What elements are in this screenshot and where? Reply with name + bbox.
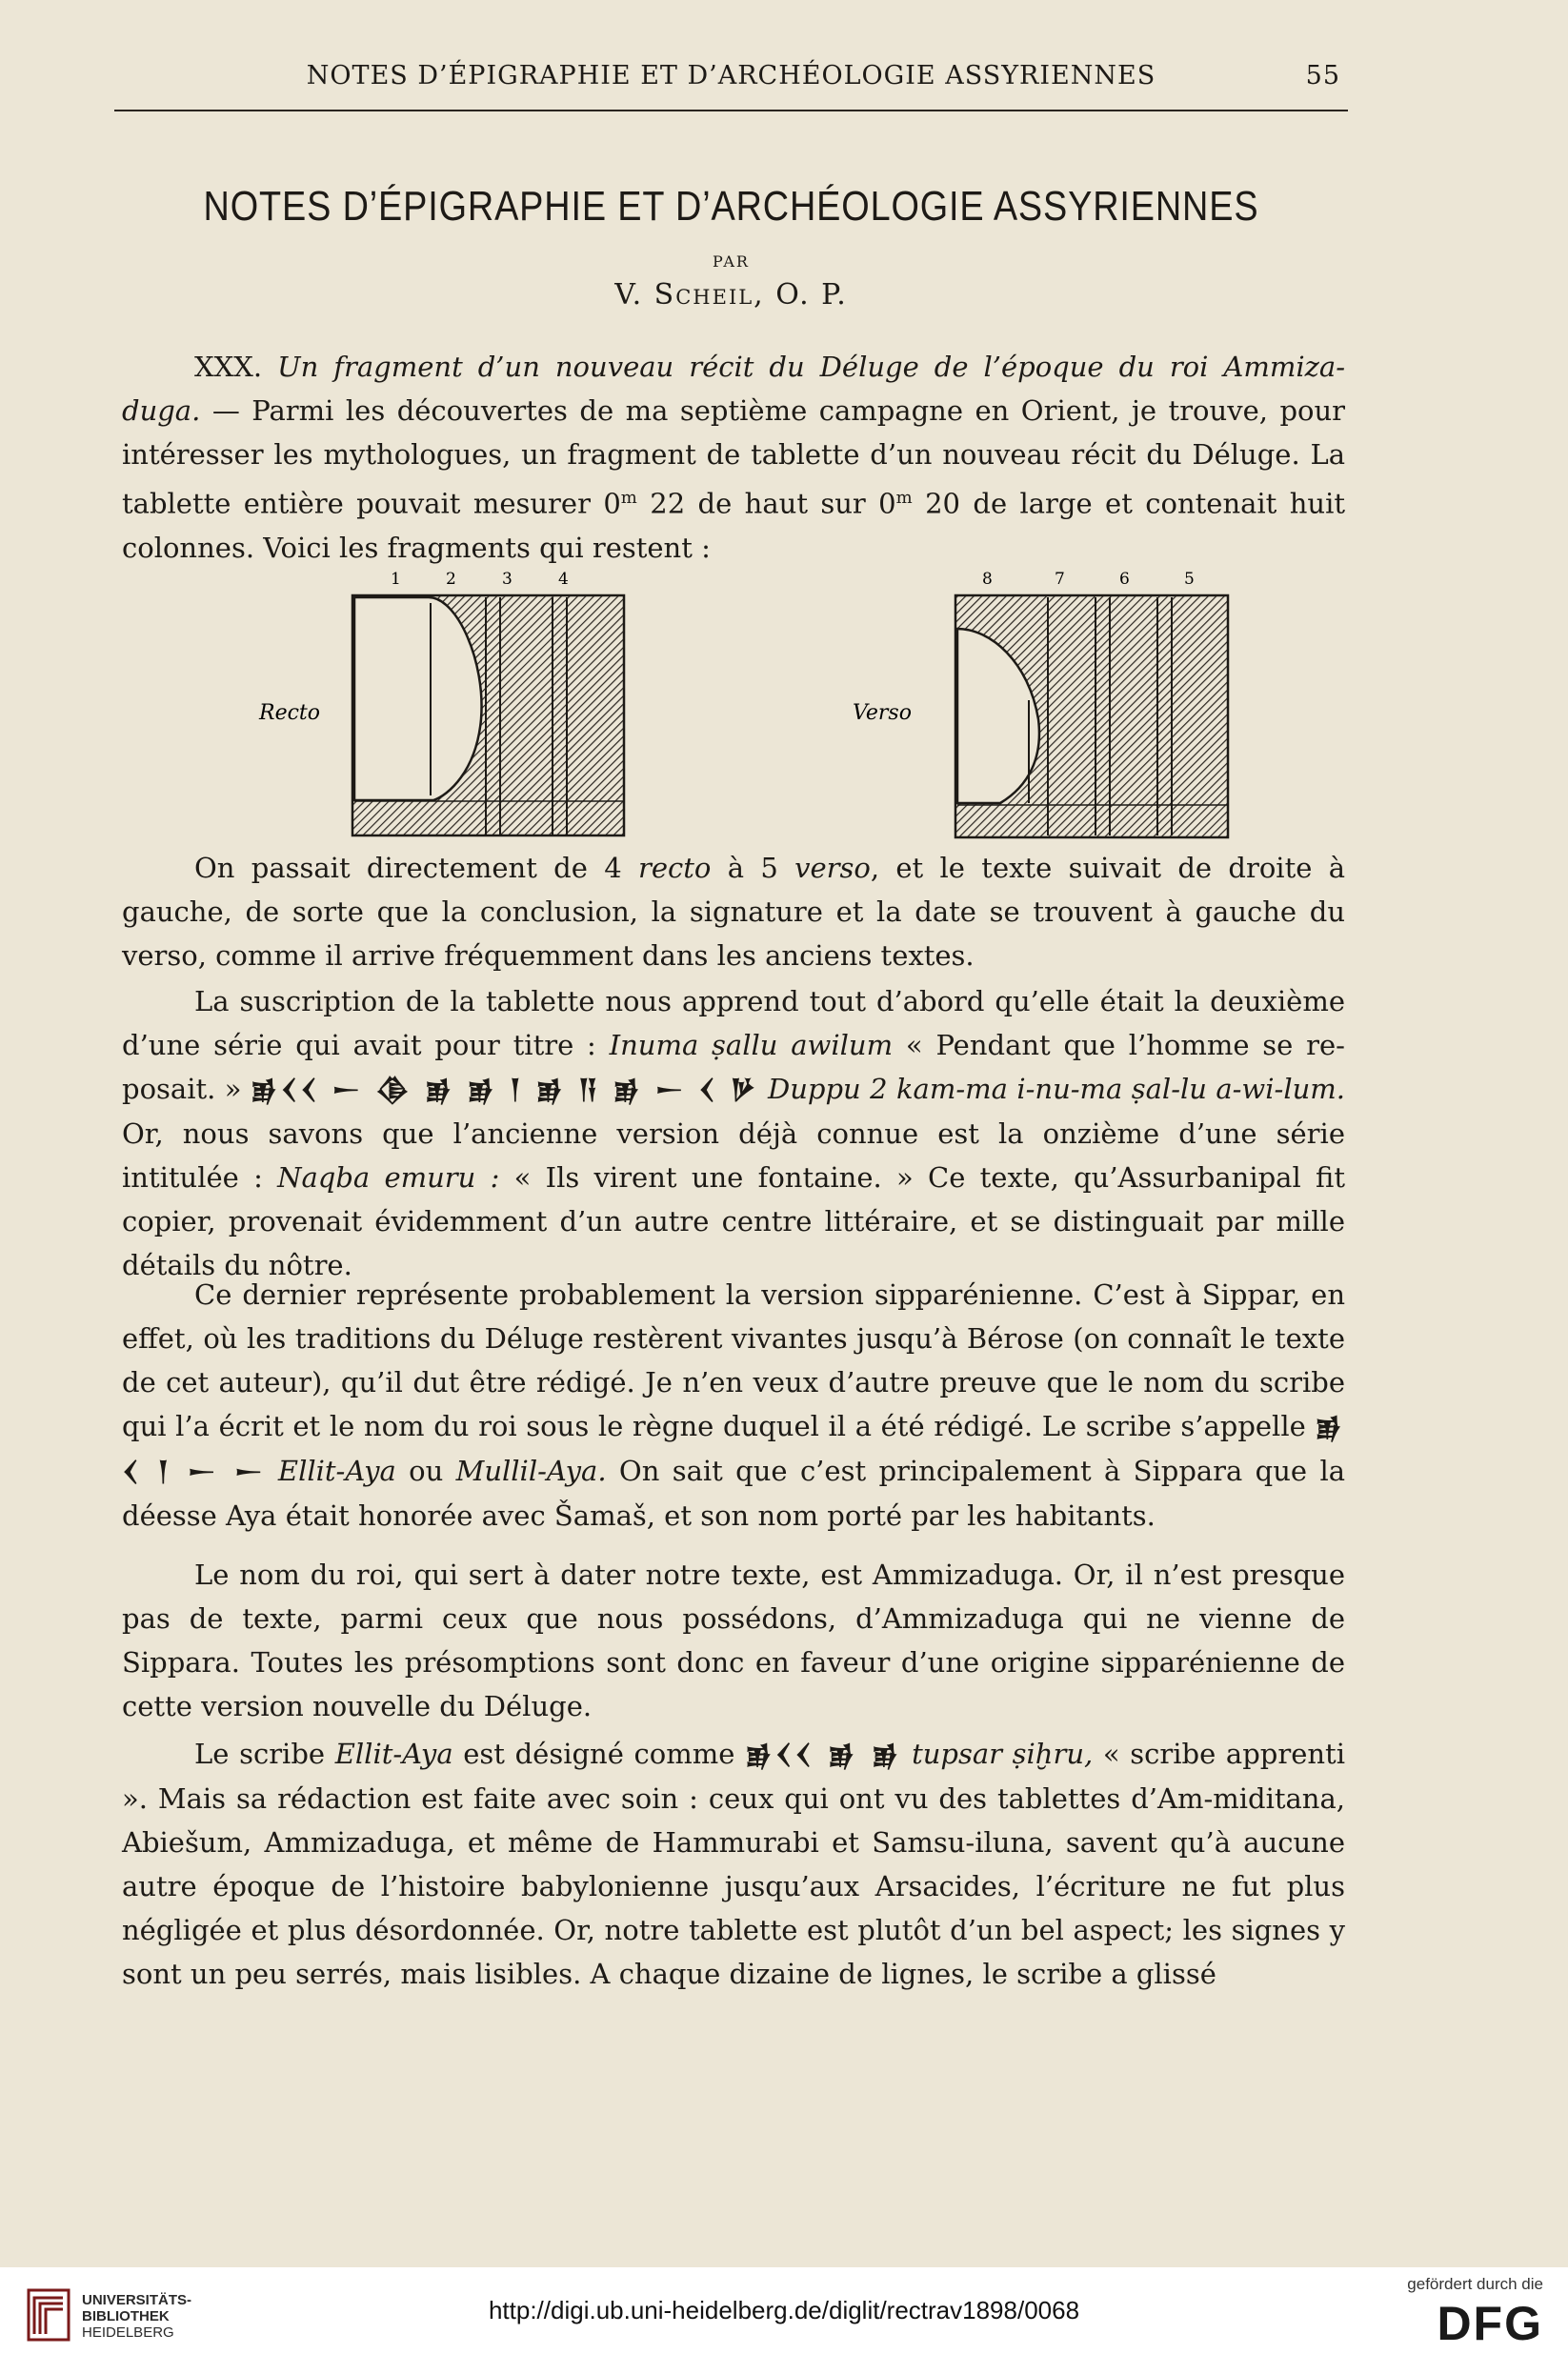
paragraph-text: ou [395, 1455, 456, 1487]
tablet-figure [0, 567, 1568, 843]
paragraph-text: , et le texte suivait de droite à gauche, de sorte que la conclusion, la signature et la date se trouvent à gauche du verso, comme il arrive fréquemment dans les anciens textes. [122, 852, 1345, 972]
paragraph-text: Ce dernier représente probablement la version sipparénienne. C’est à Sippar, en effet, où les traditions du Déluge restèrent vivantes jusqu’à Bérose (on connaît le texte de cet auteur), qu’il dut être rédigé. Je n’en veux d’autre preuve que le nom du scribe qui l’a écrit et le nom du roi sous le règne duquel il a été rédigé. Le scribe s’appelle [122, 1278, 1345, 1442]
verso-col-6: 6 [1119, 570, 1130, 589]
recto-col-2: 2 [446, 570, 456, 589]
paragraph-text: 22 de haut sur 0 [636, 487, 896, 520]
library-line-2: BIBLIOTHEK [82, 2308, 170, 2324]
scribe-name-2: Mullil-Aya. [455, 1455, 607, 1487]
recto-col-4: 4 [558, 570, 569, 589]
paragraph-text: est désigné comme [452, 1738, 746, 1770]
title-italic: Inuma ṣallu awilum [609, 1029, 894, 1061]
paragraph-text: On passait directement de 4 [194, 852, 638, 884]
paragraph-text: — Parmi les découvertes de ma septième campagne en Orient, je trouve, pour intéresser les mythologues, un fragment de tablette d’un nouveau récit du Déluge. La tablette entière pouvait mesurer 0 [122, 394, 1346, 520]
verso-label: Verso [853, 701, 912, 725]
article-title: NOTES D’ÉPIGRAPHIE ET D’ARCHÉOLOGIE ASSYRIENNES [203, 183, 1259, 230]
scribe-name-1: Ellit-Aya [265, 1455, 396, 1487]
section-heading: Un fragment d’un nouveau récit du Déluge de l’époque du roi Ammiza-duga. [122, 351, 1346, 427]
paragraph-text: Le nom du roi, qui sert à dater notre texte, est Ammizaduga. Or, il n’est presque pas de texte, parmi ceux que nous possédons, d’Ammizaduga qui ne vienne de Sippara. Toutes les présomptions sont donc en faveur d’une origine sipparénienne de cette version nouvelle du Déluge. [122, 1559, 1345, 1722]
paragraph-text: 20 de large et contenait huit colonnes. Voici les fragments qui restent : [122, 487, 1346, 564]
recto-label: Recto [259, 701, 320, 725]
scribe-name: Ellit-Aya [334, 1738, 453, 1770]
series-title: Naqba emuru : [277, 1161, 500, 1194]
library-line-3: HEIDELBERG [82, 2324, 174, 2341]
paragraph-text: Or, nous savons que l’ancienne version déjà connue est la onzième d’une série intitulée : [122, 1117, 1345, 1194]
unit-metre: m [895, 488, 913, 508]
verso-col-7: 7 [1055, 570, 1065, 589]
paragraph-text: La suscription de la tablette nous apprend tout d’abord qu’elle était la deuxième d’une série qui avait pour titre : [122, 985, 1345, 1061]
header-rule [114, 110, 1348, 111]
recto-tablet [352, 595, 624, 835]
library-line-1: UNIVERSITÄTS- [82, 2292, 192, 2308]
author-name: V. Scheil, O. P. [614, 278, 848, 312]
paragraph-text: « Pendant que l’homme se re-posait. » [122, 1029, 1345, 1105]
paragraph-xxx [122, 345, 1345, 570]
paragraph-text: On sait que c’est principalement à Sippara que la déesse Aya était honorée avec Šamaš, et son nom porté par les habitants. [122, 1455, 1346, 1532]
funding-label: gefördert durch die [1407, 2275, 1543, 2293]
transliteration: Duppu 2 kam-ma i-nu-ma ṣal-lu a-wi-lum. [758, 1073, 1346, 1105]
recto-col-1: 1 [391, 570, 401, 589]
term-italic: tupsar ṣiḫru, [901, 1738, 1094, 1770]
italic-verso: verso [794, 852, 871, 884]
tablet-diagram [0, 567, 1568, 843]
italic-recto: recto [638, 852, 712, 884]
verso-tablet [955, 595, 1228, 837]
byline-par: PAR [713, 252, 750, 271]
paragraph-text: Le scribe [194, 1738, 335, 1770]
verso-col-5: 5 [1184, 570, 1195, 589]
paragraph-text: « Ils virent une fontaine. » Ce texte, qu’Assurbanipal fit copier, provenait évidemment d’un autre centre littéraire, et se distinguait par mille détails du nôtre. [122, 1161, 1345, 1281]
recto-col-3: 3 [502, 570, 513, 589]
running-head-title: NOTES D’ÉPIGRAPHIE ET D’ARCHÉOLOGIE ASSYRIENNES [306, 61, 1156, 91]
dfg-logo: DFG [1437, 2297, 1543, 2350]
page-number: 55 [1305, 61, 1340, 91]
paragraph-4 [122, 1273, 1345, 1538]
unit-metre: m [620, 488, 637, 508]
paragraph-2 [122, 846, 1345, 977]
permalink-url[interactable]: http://digi.ub.uni-heidelberg.de/diglit/rectrav1898/0068 [488, 2296, 1080, 2324]
paragraph-text: à 5 [711, 852, 795, 884]
paragraph-3 [122, 979, 1345, 1287]
verso-col-8: 8 [982, 570, 993, 589]
paragraph-6 [122, 1732, 1345, 1996]
paragraph-text: « scribe apprenti ». Mais sa rédaction est faite avec soin : ceux qui ont vu des tablettes d’Am-miditana, Abiešum, Ammizaduga, et même de Hammurabi et Samsu-iluna, savent qu’à aucune autre époque de l’histoire babylonienne jusqu’aux Arsacides, l’écriture ne fut plus négligée et plus désordonnée. Or, notre tablette est plutôt d’un bel aspect; les signes y sont un peu serrés, mais lisibles. A chaque dizaine de lignes, le scribe a glissé [122, 1738, 1345, 1990]
running-head [114, 57, 1348, 95]
footer-bar [0, 2267, 1568, 2354]
cuneiform-signs: 𒂊𒌋𒌋 𒀸 𒆠 𒂊 𒂊 𒁹 𒂊 𒀀 𒂊 𒀸 𒌋 𒃻 [250, 1074, 759, 1105]
cuneiform-signs: 𒂊𒌋𒌋 𒂊 𒂊 [745, 1739, 902, 1770]
paragraph-5 [122, 1553, 1345, 1728]
section-number: XXX. [194, 351, 263, 383]
cuneiform-signs: 𒂊 𒌋 𒁹 𒀸 𒀸 [122, 1411, 1345, 1487]
